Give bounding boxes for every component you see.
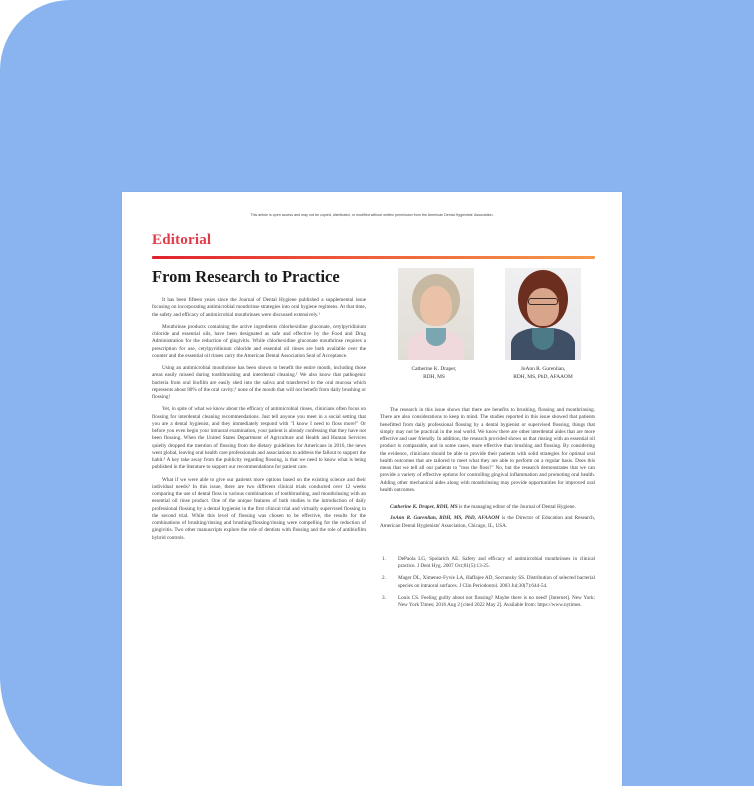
- author-photo-draper: [398, 268, 474, 360]
- paragraph: What if we were able to give our patients more options based on the existing science and their individual needs? In this issue, there are two different clinical trials conducted over 12 weeks comparing the use of dental floss in various combinations of toothbrushing, and mouthrinsing with an essential oil rinse product. One of the unique features of both studies is the introduction of daily professional flossing by a dental hygienist in the first clinical trial and virtually supervised flossing in the second trial. While this level of flossing was chosen to be effective, the results for the combinations of brushing/rinsing and brushing/flossing/rinsing were compelling for the reduction of gingivitis. Two other manuscripts explore the role of dentists with flossing and the role of antibiofilm hybrid controls.: [152, 476, 366, 541]
- photo-caption: JoAnn R. Gurenlian, RDH, MS, PhD, AFAAOM: [513, 366, 573, 380]
- right-column: [380, 407, 595, 614]
- paragraph: Mouthrinse products containing the active ingredients chlorhexidine gluconate, cetylpyridinium chloride and essential oils, have been designated as safe and effective by the Food and Drug Administration for the reduction of gingivitis. While chlorhexidine gluconate mouthrinse requires a prescription for use, cetylpyridinium chloride and essential oil rinses are both available over the counter and the essential oil rinses carry the American Dental Association Seal of Acceptance.: [152, 323, 366, 359]
- paragraph: Using an antimicrobial mouthrinse has been shown to benefit the entire mouth, including those areas easily missed during toothbrushing and interdental cleaning.¹ We also know that pathogenic bacteria from oral biofilm are easily shed into the saliva and transferred to the oral mucosa which represents about 80% of the oral cavity;² none of the mouth that will not benefit from daily brushing or flossing!: [152, 365, 366, 400]
- document-page: [122, 192, 622, 792]
- photo-caption: Catherine K. Draper, RDH, MS: [411, 366, 457, 380]
- paragraph: The research in this issue shows that there are benefits to brushing, flossing and mouthrinsing. There are also considerations to keep in mind. The studies reported in this issue showed that patients benefitted from daily professional flossing by a dental hygienist or supervised flossing, things that simply may not be practical in the real world. We know there are other interdental aides that are more effective and user friendly. In addition, the research provided shows us that rinsing with an essential oil product is comparable, and in some cases, more effective than brushing and flossing. By considering the evidence, clinicians should be able to provide their patients with solid strategies for optimal oral health outcomes that are tailored to meet what they are able to perform on a regular basis. Does this mean that we tell all our patients to "toss the floss?" No, but the research demonstrates that we can provide a variety of effective options for controlling gingival inflammation and promoting oral health. Adding other mechanical aides along with mouthrinsing may provide opportunities for improved oral health outcomes.: [380, 407, 595, 493]
- copyright-notice: This article is open access and may not be copied, distributed, or modified without written permission from the American Dental Hygienists' Association.: [250, 213, 494, 217]
- article-title: From Research to Practice: [152, 267, 340, 286]
- author-bio: JoAnn R. Gurenlian, RDH, MS, PhD, AFAAOM is the Director of Education and Research, American Dental Hygienists' Association, Chicago, IL, USA.: [380, 515, 595, 529]
- author-photos: [380, 268, 595, 398]
- author-bio: Catherine K. Draper, RDH, MS is the managing editor of the Journal of Dental Hygiene.: [390, 504, 576, 510]
- section-divider: [152, 256, 595, 259]
- paragraph: Yet, in spite of what we know about the efficacy of antimicrobial rinses, clinicians often focus on flossing for interdental cleaning recommendations. Just tell anyone you meet in a social setting that you are a dental hygienist, and they immediately respond with "I know I need to floss more!" Or before you even begin your intraoral examination, your patient is already confessing that they have not been flossing. When the United States Department of Agriculture and Health and Human Services quietly dropped the mention of flossing from the dietary guidelines for Americans in 2016, the news went global, leaving oral health care professionals and associations to address the fallout to support the habit.³ A key take away from the publicity regarding flossing, is that we need to know what is being published in the literature to support our recommendations for patient care.: [152, 406, 366, 471]
- reference-item: 1. DePaola LG, Spolarich AE. Safety and efficacy of antimicrobial mouthrinses in clinical practice. J Dent Hyg. 2007 Oct;81(5):13-25.: [382, 555, 595, 569]
- references-list: [380, 556, 595, 610]
- author-photo-gurenlian: [505, 268, 581, 360]
- reference-item: 3. Louis CS. Feeling guilty about not flossing? Maybe there is no need! [Internet]. New York: New York Times; 2016 Aug 2 [cited 2022 May 2]. Available from: https://www.nytimes.: [382, 594, 595, 608]
- paragraph: It has been fifteen years since the Journal of Dental Hygiene published a supplemental issue focusing on incorporating antimicrobial mouthrinse strategies into oral hygiene regimens. At that time, the safety and efficacy of antimicrobial mouthrinses were discussed extensively.¹: [152, 297, 366, 318]
- left-column: [152, 297, 366, 547]
- section-label: Editorial: [152, 232, 212, 248]
- reference-item: 2. Mager DL, Ximenez-Fyvie LA, Haffajee AD, Socransky SS. Distribution of selected bacterial species on intraoral surfaces. J Clin Periodontol. 2003 Jul;30(7):644-54.: [382, 575, 595, 589]
